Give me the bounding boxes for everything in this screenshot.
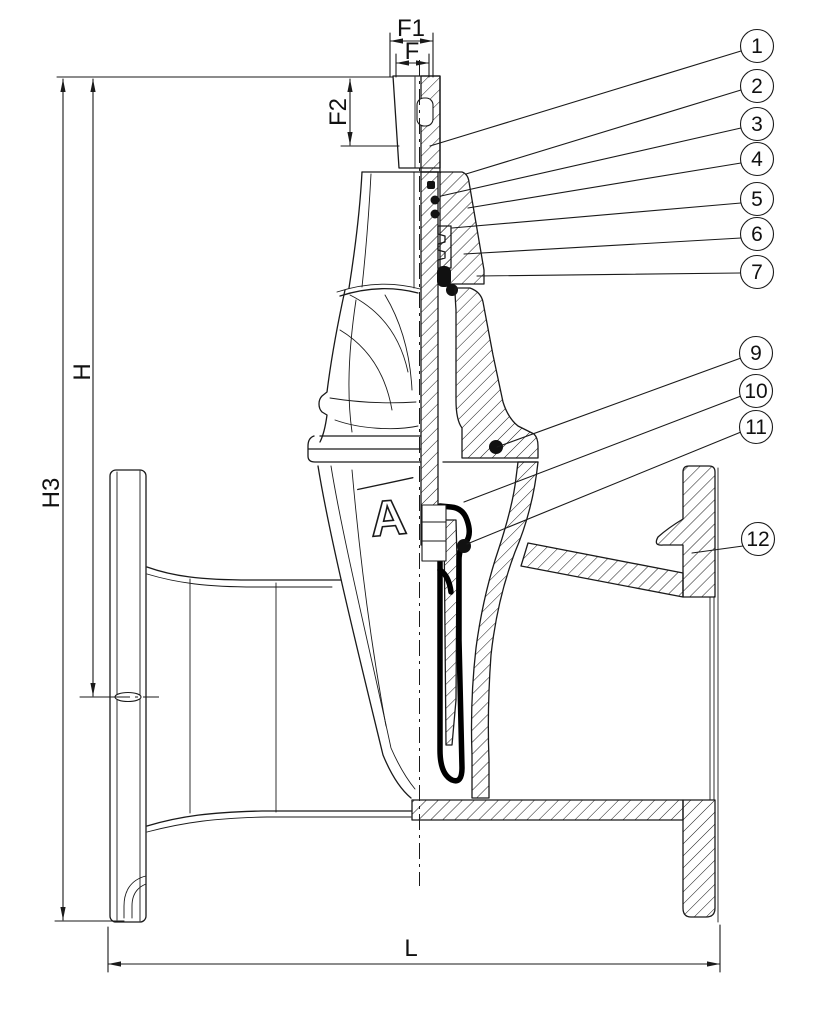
- bonnet-swirl-1: [350, 295, 408, 372]
- callout-9: [497, 337, 773, 448]
- dim-label-h3: H3: [38, 477, 65, 509]
- wiper-seal: [437, 266, 451, 287]
- wedge-seal-bulb: [457, 539, 471, 553]
- callout-3: [441, 108, 774, 197]
- seal-ring-top: [427, 181, 435, 189]
- dim-label-f1: F1: [396, 15, 426, 42]
- cap-collar: [340, 289, 418, 296]
- pipe-top-left: [147, 567, 341, 580]
- callout-num-1: 1: [751, 35, 763, 58]
- callout-num-12: 12: [746, 528, 770, 551]
- bonnet-flange-left: [308, 436, 421, 462]
- washer-stack: [438, 226, 451, 268]
- dim-h: [69, 79, 114, 697]
- callout-num-4: 4: [751, 148, 763, 171]
- wedge-assembly: [422, 505, 471, 781]
- cap-outline: [349, 172, 362, 288]
- bonnet-swirl-4: [385, 295, 412, 390]
- o-ring-1: [431, 196, 440, 205]
- dim-h3: [38, 79, 124, 921]
- bonnet-swirl-5: [330, 398, 416, 403]
- stem-shaft-section: [421, 172, 438, 545]
- dim-label-f: F: [404, 38, 420, 65]
- logo-banner: [357, 478, 413, 490]
- pipe-bottom-wall-section: [412, 800, 683, 820]
- cap-highlight-1: [362, 174, 371, 287]
- callout-num-10: 10: [744, 380, 768, 403]
- dim-label-h: H: [69, 363, 96, 381]
- callout-4: [468, 143, 774, 209]
- left-flange: [110, 470, 146, 922]
- bonnet-outline-left: [319, 290, 345, 442]
- callout-num-9: 9: [750, 342, 762, 365]
- callout-num-2: 2: [751, 75, 763, 98]
- left-flange-hub-bottom: [124, 876, 146, 918]
- callout-num-7: 7: [751, 261, 763, 284]
- dim-f: [396, 38, 429, 77]
- exterior-view-left: [110, 172, 440, 922]
- bonnet-swirl-6: [335, 420, 418, 429]
- brand-logo: [357, 478, 419, 549]
- o-ring-2: [431, 210, 440, 219]
- bonnet-bolt: [489, 440, 503, 454]
- section-view-right: [393, 76, 718, 922]
- bonnet-swirl-3: [349, 300, 356, 432]
- dim-f2: [325, 79, 399, 146]
- callout-num-3: 3: [751, 113, 763, 136]
- part-callouts: [430, 30, 775, 556]
- wedge-nut: [422, 505, 446, 561]
- callout-7: [477, 256, 774, 289]
- callout-num-6: 6: [751, 223, 763, 246]
- bonnet-section: [455, 288, 538, 458]
- callout-5: [452, 183, 774, 229]
- pipe-top-wall-section: [521, 543, 683, 597]
- dim-label-f2: F2: [325, 97, 352, 127]
- callout-1: [430, 30, 774, 147]
- right-flange-bottom-section: [683, 800, 715, 917]
- logo-letter: A: [367, 488, 409, 548]
- callout-2: [466, 70, 774, 175]
- callout-num-5: 5: [751, 188, 763, 211]
- bonnet-swirl-2: [340, 330, 392, 410]
- callout-num-11: 11: [745, 416, 767, 439]
- dim-l: [108, 925, 720, 972]
- body-wall-section: [472, 462, 539, 798]
- dim-label-l: L: [404, 935, 418, 962]
- pipe-bottom-left-2: [147, 817, 411, 832]
